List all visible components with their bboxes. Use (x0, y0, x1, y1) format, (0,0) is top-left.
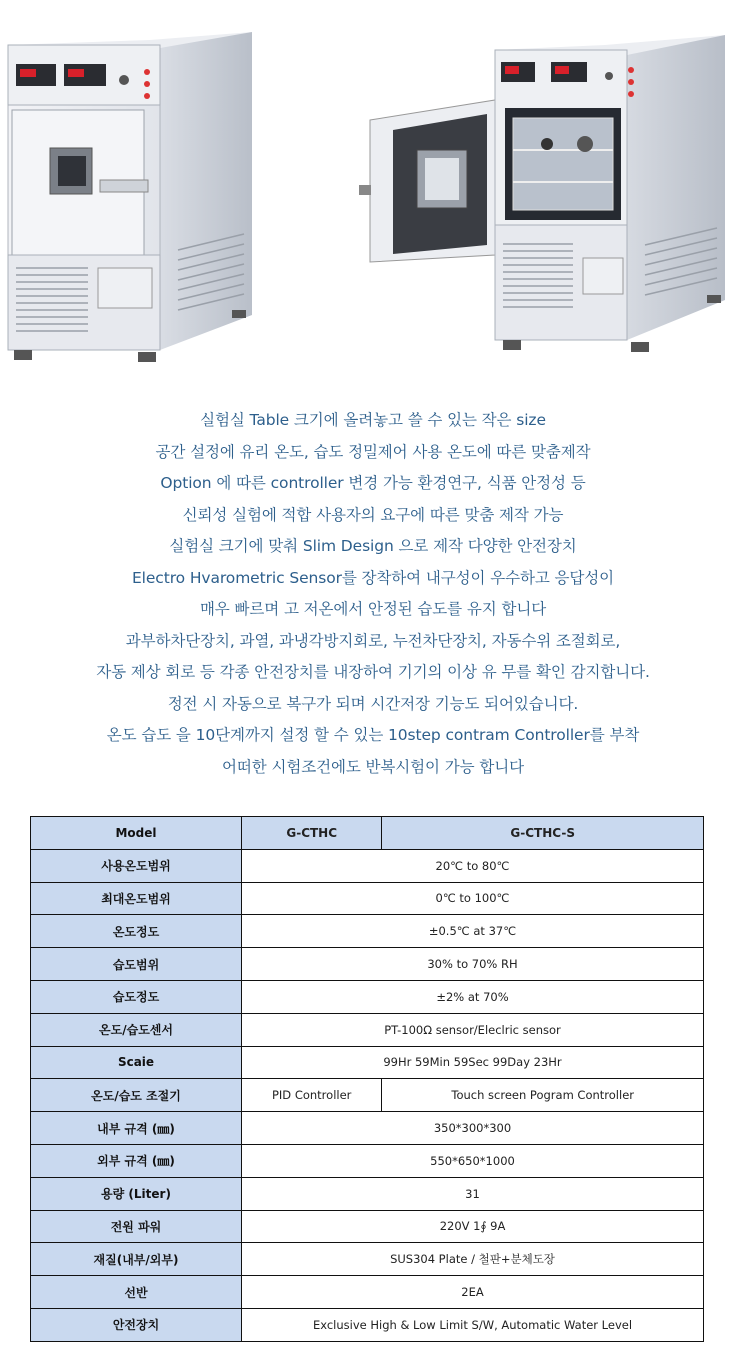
row-value-g-cthc-s: Touch screen Pogram Controller (382, 1079, 703, 1111)
table-row (31, 981, 703, 1013)
table-row (31, 948, 703, 980)
description-line: 정전 시 자동으로 복구가 되며 시간저장 기능도 되어있습니다. (167, 694, 579, 713)
row-value: ±2% at 70% (242, 981, 703, 1013)
description-line: 자동 제상 회로 등 각종 안전장치를 내장하여 기기의 이상 유 무를 확인 감지합니다. (96, 663, 650, 681)
row-value: 350*300*300 (242, 1112, 703, 1144)
row-value: SUS304 Plate / 철판+분체도장 (242, 1243, 703, 1275)
row-label: 온도/습도센서 (31, 1014, 241, 1046)
table-row (31, 1014, 703, 1046)
description-line: Option 에 따른 controller 변경 가능 환경연구, 식품 안정성 등 (160, 474, 586, 492)
table-row (31, 1211, 703, 1243)
description-line: 온도 습도 을 10단계까지 설정 할 수 있는 10step contram Controller를 부착 (106, 726, 640, 744)
header-model-g-cthc-s: G-CTHC-S (382, 817, 703, 849)
row-value: 0℃ to 100℃ (242, 883, 703, 915)
table-row (31, 1145, 703, 1177)
row-label: 최대온도범위 (31, 883, 241, 915)
row-label: 선반 (31, 1276, 241, 1308)
row-value: Exclusive High & Low Limit S/W, Automatic Water Level (242, 1309, 703, 1341)
row-value: 220V 1∮ 9A (242, 1211, 703, 1243)
row-value-g-cthc: PID Controller (242, 1079, 381, 1111)
description-line: 공간 설정에 유리 온도, 습도 정밀제어 사용 온도에 따른 맞춤제작 (155, 442, 591, 461)
row-label: 온도정도 (31, 915, 241, 947)
table-row (31, 915, 703, 947)
row-label: 재질(내부/외부) (31, 1243, 241, 1275)
table-row (31, 850, 703, 882)
row-label: 온도/습도 조절기 (31, 1079, 241, 1111)
row-value: 31 (242, 1178, 703, 1210)
description-line: 어떠한 시험조건에도 반복시험이 가능 합니다 (222, 757, 524, 776)
product-photos (0, 0, 746, 380)
row-value: 99Hr 59Min 59Sec 99Day 23Hr (242, 1047, 703, 1079)
table-row (31, 1178, 703, 1210)
row-value: 550*650*1000 (242, 1145, 703, 1177)
row-label: 외부 규격 (㎜) (31, 1145, 241, 1177)
row-label: 용량 (Liter) (31, 1178, 241, 1210)
table-row (31, 1276, 703, 1308)
header-model-g-cthc: G-CTHC (242, 817, 381, 849)
description-line: 신뢰성 실험에 적합 사용자의 요구에 따른 맞춤 제작 가능 (182, 505, 564, 524)
table-row (31, 1243, 703, 1275)
row-value: 30% to 70% RH (242, 948, 703, 980)
description-line: Electro Hvarometric Sensor를 장착하여 내구성이 우수하고 응답성이 (131, 568, 615, 587)
row-value: ±0.5℃ at 37℃ (242, 915, 703, 947)
description-line: 과부하차단장치, 과열, 과냉각방지회로, 누전차단장치, 자동수위 조절회로, (125, 631, 621, 650)
table-header-row (31, 817, 703, 849)
row-value: 2EA (242, 1276, 703, 1308)
row-value: 20℃ to 80℃ (242, 850, 703, 882)
row-label: Scaie (31, 1047, 241, 1079)
row-label: 습도정도 (31, 981, 241, 1013)
row-label: 전원 파워 (31, 1211, 241, 1243)
row-label: 사용온도범위 (31, 850, 241, 882)
product-description (0, 405, 746, 783)
row-label: 내부 규격 (㎜) (31, 1112, 241, 1144)
description-line: 실험실 Table 크기에 올려놓고 쓸 수 있는 작은 size (200, 411, 546, 429)
table-row (31, 883, 703, 915)
row-value: PT-100Ω sensor/Eleclric sensor (242, 1014, 703, 1046)
row-label: 안전장치 (31, 1309, 241, 1341)
header-model-label: Model (31, 817, 241, 849)
table-row (31, 1112, 703, 1144)
table-row (31, 1047, 703, 1079)
spec-table (30, 816, 704, 1342)
table-row (31, 1079, 703, 1111)
row-label: 습도범위 (31, 948, 241, 980)
chamber-closed-image (0, 20, 270, 370)
description-line: 실험실 크기에 맞춰 Slim Design 으로 제작 다양한 안전장치 (169, 537, 577, 555)
chamber-open-image (355, 20, 735, 370)
description-line: 매우 빠르며 고 저온에서 안정된 습도를 유지 합니다 (199, 600, 547, 618)
table-row (31, 1309, 703, 1341)
